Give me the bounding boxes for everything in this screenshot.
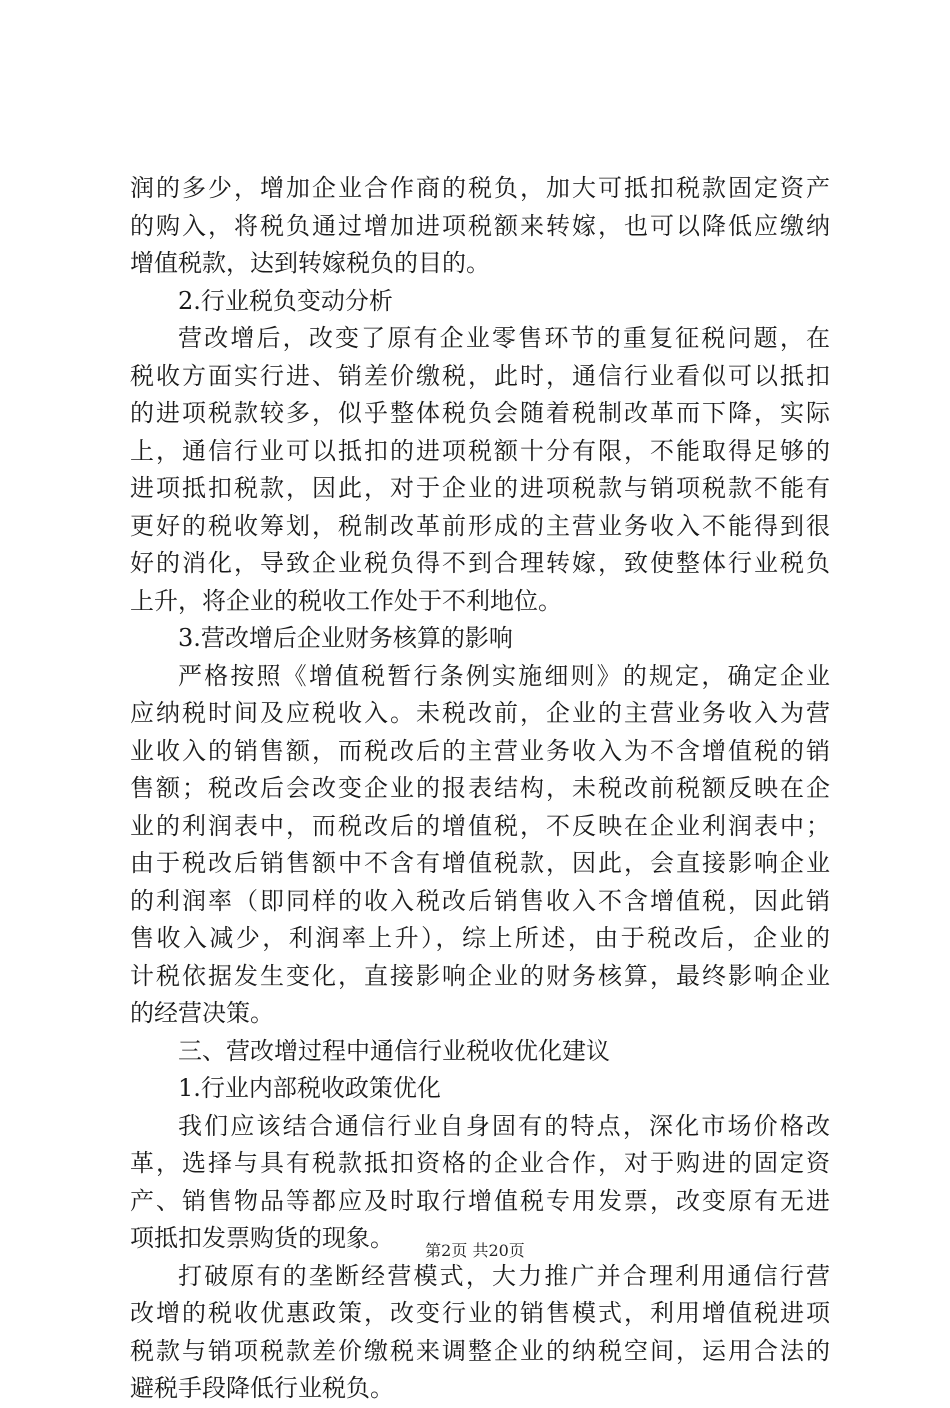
text-line: 由于税改后销售额中不含有增值税款，因此，会直接影响企业 bbox=[130, 849, 830, 877]
text-line: 售收入减少，利润率上升），综上所述，由于税改后，企业的 bbox=[130, 924, 830, 952]
text-line: 润的多少，增加企业合作商的税负，加大可抵扣税款固定资产 bbox=[130, 174, 830, 202]
text-line: 增值税款，达到转嫁税负的目的。 bbox=[130, 249, 490, 277]
text-line: 计税依据发生变化，直接影响企业的财务核算，最终影响企业 bbox=[130, 961, 830, 990]
text-line: 税收方面实行进、销差价缴税，此时，通信行业看似可以抵扣 bbox=[130, 361, 830, 390]
text-line: 的购入，将税负通过增加进项税额来转嫁，也可以降低应缴纳 bbox=[130, 211, 830, 240]
text-line: 上升，将企业的税收工作处于不利地位。 bbox=[130, 586, 562, 615]
text-line: 的利润率（即同样的收入税改后销售收入不含增值税，因此销 bbox=[130, 886, 830, 915]
text-line: 2.行业税负变动分析 bbox=[178, 286, 393, 315]
text-line: 售额；税改后会改变企业的报表结构，未税改前税额反映在企 bbox=[130, 774, 830, 802]
text-line: 税款与销项税款差价缴税来调整企业的纳税空间，运用合法的 bbox=[130, 1336, 830, 1365]
text-line: 营改增后，改变了原有企业零售环节的重复征税问题，在 bbox=[178, 324, 830, 352]
text-line: 我们应该结合通信行业自身固有的特点，深化市场价格改 bbox=[178, 1111, 830, 1140]
text-line: 业收入的销售额，而税改后的主营业务收入为不含增值税的销 bbox=[130, 736, 830, 765]
text-line: 产、销售物品等都应及时取行增值税专用发票，改变原有无进 bbox=[130, 1186, 830, 1215]
body-text bbox=[130, 170, 830, 1408]
page-footer: 第2页 共20页 bbox=[425, 1241, 525, 1260]
text-line: 避税手段降低行业税负。 bbox=[130, 1374, 394, 1402]
text-line: 三、营改增过程中通信行业税收优化建议 bbox=[178, 1036, 610, 1065]
text-line: 应纳税时间及应税收入。未税改前，企业的主营业务收入为营 bbox=[130, 699, 830, 727]
text-line: 革，选择与具有税款抵扣资格的企业合作，对于购进的固定资 bbox=[130, 1149, 830, 1177]
text-line: 的进项税款较多，似乎整体税负会随着税制改革而下降，实际 bbox=[130, 399, 830, 427]
text-line: 改增的税收优惠政策，改变行业的销售模式，利用增值税进项 bbox=[130, 1299, 830, 1327]
text-line: 的经营决策。 bbox=[130, 999, 274, 1027]
text-line: 进项抵扣税款，因此，对于企业的进项税款与销项税款不能有 bbox=[130, 474, 830, 502]
text-line: 项抵扣发票购货的现象。 bbox=[130, 1224, 394, 1252]
text-line: 严格按照《增值税暂行条例实施细则》的规定，确定企业 bbox=[178, 661, 830, 690]
text-line: 1.行业内部税收政策优化 bbox=[178, 1074, 441, 1102]
text-line: 更好的税收筹划，税制改革前形成的主营业务收入不能得到很 bbox=[130, 511, 830, 540]
text-line: 好的消化，导致企业税负得不到合理转嫁，致使整体行业税负 bbox=[130, 549, 830, 577]
text-line: 打破原有的垄断经营模式，大力推广并合理利用通信行营 bbox=[178, 1261, 830, 1290]
text-line: 上，通信行业可以抵扣的进项税额十分有限，不能取得足够的 bbox=[130, 436, 830, 465]
text-line: 业的利润表中，而税改后的增值税，不反映在企业利润表中； bbox=[130, 811, 830, 840]
text-line: 3.营改增后企业财务核算的影响 bbox=[178, 624, 513, 652]
